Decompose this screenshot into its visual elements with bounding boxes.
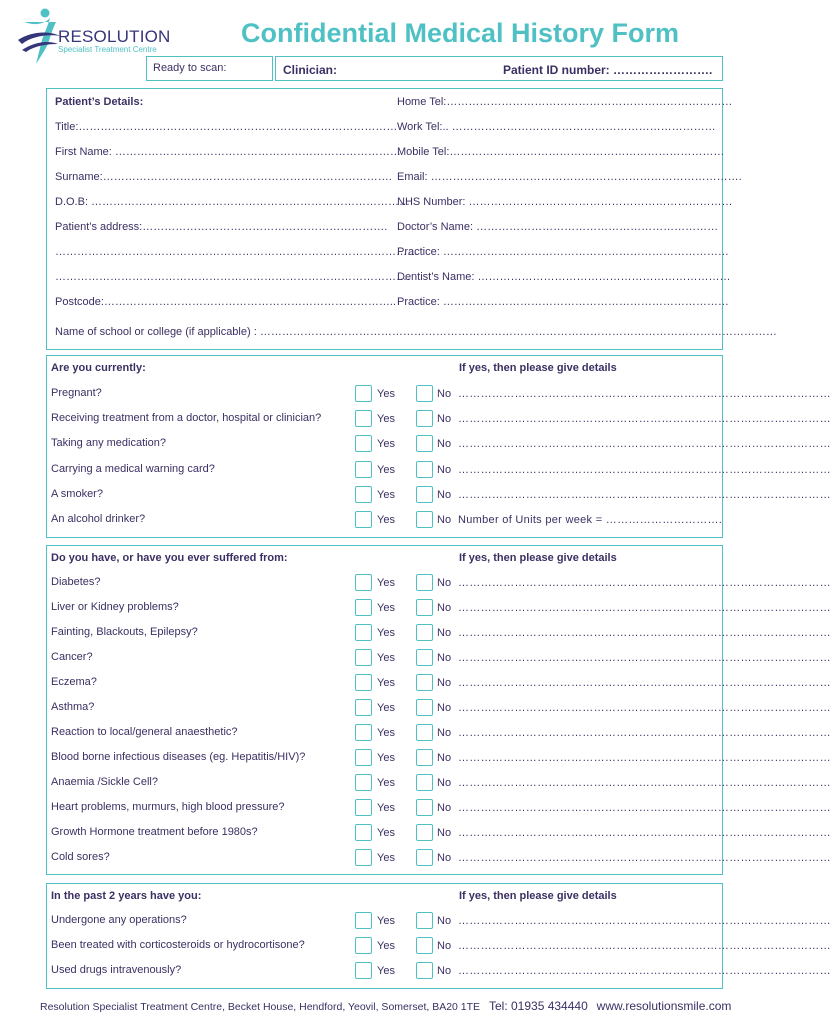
question-label: Eczema? xyxy=(51,676,97,688)
yes-label: Yes xyxy=(377,577,395,589)
yes-checkbox[interactable] xyxy=(355,511,372,528)
question-label: Heart problems, murmurs, high blood pressure? xyxy=(51,801,285,813)
yes-checkbox[interactable] xyxy=(355,599,372,616)
yes-label: Yes xyxy=(377,652,395,664)
no-checkbox[interactable] xyxy=(416,799,433,816)
clinician-box xyxy=(275,56,723,81)
patient-details-heading: Patient’s Details: xyxy=(55,96,144,108)
yes-checkbox[interactable] xyxy=(355,649,372,666)
no-label: No xyxy=(437,802,452,814)
section-heading: Are you currently: xyxy=(51,362,146,374)
page-title: Confidential Medical History Form xyxy=(241,18,680,48)
no-checkbox[interactable] xyxy=(416,435,433,452)
no-checkbox[interactable] xyxy=(416,912,433,929)
no-label: No xyxy=(437,852,452,864)
details-field[interactable]: ……………………………………………………………………………………… xyxy=(458,464,831,476)
question-label: Receiving treatment from a doctor, hospital or clinician? xyxy=(51,412,322,424)
details-field[interactable]: ……………………………………………………………………………………… xyxy=(458,577,831,589)
question-label: Used drugs intravenously? xyxy=(51,964,182,976)
yes-checkbox[interactable] xyxy=(355,410,372,427)
no-label: No xyxy=(437,627,452,639)
section-heading: In the past 2 years have you: xyxy=(51,890,202,902)
no-checkbox[interactable] xyxy=(416,599,433,616)
yes-checkbox[interactable] xyxy=(355,962,372,979)
footer-website: www.resolutionsmile.com xyxy=(596,999,732,1013)
details-field[interactable]: ……………………………………………………………………………………… xyxy=(458,852,831,864)
no-label: No xyxy=(437,489,452,501)
details-field[interactable]: ……………………………………………………………………………………… xyxy=(458,702,831,714)
no-label: No xyxy=(437,602,452,614)
no-label: No xyxy=(437,388,452,400)
yes-checkbox[interactable] xyxy=(355,749,372,766)
yes-checkbox[interactable] xyxy=(355,824,372,841)
question-label: Been treated with corticosteroids or hydrocortisone? xyxy=(51,939,305,951)
yes-checkbox[interactable] xyxy=(355,624,372,641)
details-field[interactable]: ……………………………………………………………………………………… xyxy=(458,940,831,952)
details-field-right[interactable]: Doctor’s Name: ………………………………………………………… xyxy=(397,221,719,233)
details-field[interactable]: ……………………………………………………………………………………… xyxy=(458,965,831,977)
yes-label: Yes xyxy=(377,777,395,789)
details-field-left[interactable]: First Name: …………………………………………………………………… xyxy=(55,146,401,158)
details-field-right[interactable]: Practice: …………………………………………………………………… xyxy=(397,296,729,308)
details-field[interactable]: ……………………………………………………………………………………… xyxy=(458,652,831,664)
yes-label: Yes xyxy=(377,514,395,526)
yes-label: Yes xyxy=(377,438,395,450)
logo-subtitle: Specialist Treatment Centre xyxy=(58,45,157,54)
section-heading: Do you have, or have you ever suffered from: xyxy=(51,552,288,564)
no-label: No xyxy=(437,777,452,789)
details-field-right[interactable]: Dentist’s Name: …………………………………………………………… xyxy=(397,271,731,283)
no-checkbox[interactable] xyxy=(416,511,433,528)
question-label: An alcohol drinker? xyxy=(51,513,146,525)
no-checkbox[interactable] xyxy=(416,649,433,666)
question-label: Undergone any operations? xyxy=(51,914,187,926)
no-checkbox[interactable] xyxy=(416,724,433,741)
no-label: No xyxy=(437,413,452,425)
yes-label: Yes xyxy=(377,489,395,501)
yes-label: Yes xyxy=(377,464,395,476)
yes-label: Yes xyxy=(377,602,395,614)
question-label: Diabetes? xyxy=(51,576,101,588)
no-label: No xyxy=(437,940,452,952)
details-field[interactable]: ……………………………………………………………………………………… xyxy=(458,727,831,739)
no-checkbox[interactable] xyxy=(416,624,433,641)
no-checkbox[interactable] xyxy=(416,674,433,691)
question-label: Asthma? xyxy=(51,701,95,713)
details-field[interactable]: ……………………………………………………………………………………… xyxy=(458,489,831,501)
footer-address: Resolution Specialist Treatment Centre, Becket House, Hendford, Yeovil, Somerset, BA20 1TE xyxy=(40,1001,481,1013)
no-checkbox[interactable] xyxy=(416,385,433,402)
details-field[interactable]: ……………………………………………………………………………………… xyxy=(458,677,831,689)
no-label: No xyxy=(437,652,452,664)
details-field-right[interactable]: NHS Number: ……………………………………………………………… xyxy=(397,196,733,208)
no-label: No xyxy=(437,965,452,977)
no-label: No xyxy=(437,915,452,927)
yes-label: Yes xyxy=(377,702,395,714)
logo-name: RESOLUTION xyxy=(58,27,171,46)
question-label: A smoker? xyxy=(51,488,103,500)
question-section xyxy=(46,355,831,538)
yes-checkbox[interactable] xyxy=(355,849,372,866)
patient-details-section xyxy=(46,88,777,350)
details-field[interactable]: ……………………………………………………………………………………… xyxy=(458,388,831,400)
no-label: No xyxy=(437,827,452,839)
details-field[interactable]: ……………………………………………………………………………………… xyxy=(458,915,831,927)
question-label: Liver or Kidney problems? xyxy=(51,601,179,613)
details-heading: If yes, then please give details xyxy=(459,362,617,374)
no-checkbox[interactable] xyxy=(416,749,433,766)
details-field[interactable]: ……………………………………………………………………………………… xyxy=(458,802,831,814)
details-field[interactable]: ……………………………………………………………………………………… xyxy=(458,627,831,639)
no-checkbox[interactable] xyxy=(416,937,433,954)
details-field-left[interactable]: ……………………………………………………………………………………… xyxy=(55,246,418,258)
yes-label: Yes xyxy=(377,940,395,952)
question-label: Blood borne infectious diseases (eg. Hepatitis/HIV)? xyxy=(51,751,306,763)
yes-label: Yes xyxy=(377,965,395,977)
yes-label: Yes xyxy=(377,388,395,400)
question-label: Pregnant? xyxy=(51,387,102,399)
yes-checkbox[interactable] xyxy=(355,912,372,929)
question-section xyxy=(46,883,831,989)
yes-checkbox[interactable] xyxy=(355,724,372,741)
yes-label: Yes xyxy=(377,727,395,739)
yes-label: Yes xyxy=(377,915,395,927)
question-label: Reaction to local/general anaesthetic? xyxy=(51,726,238,738)
yes-checkbox[interactable] xyxy=(355,435,372,452)
details-heading: If yes, then please give details xyxy=(459,552,617,564)
yes-checkbox[interactable] xyxy=(355,937,372,954)
details-field[interactable]: ……………………………………………………………………………………… xyxy=(458,752,831,764)
no-label: No xyxy=(437,702,452,714)
clinician-label: Clinician: xyxy=(283,63,338,77)
no-label: No xyxy=(437,464,452,476)
yes-label: Yes xyxy=(377,827,395,839)
units-per-week-field[interactable]: Number of Units per week = …………………………. xyxy=(458,514,723,526)
no-label: No xyxy=(437,514,452,526)
no-checkbox[interactable] xyxy=(416,410,433,427)
yes-checkbox[interactable] xyxy=(355,385,372,402)
yes-label: Yes xyxy=(377,852,395,864)
no-label: No xyxy=(437,752,452,764)
yes-label: Yes xyxy=(377,413,395,425)
question-label: Growth Hormone treatment before 1980s? xyxy=(51,826,258,838)
details-field[interactable]: ……………………………………………………………………………………… xyxy=(458,602,831,614)
question-label: Carrying a medical warning card? xyxy=(51,463,215,475)
no-label: No xyxy=(437,727,452,739)
school-field[interactable]: Name of school or college (if applicable) : …………………………………………………………………………………………………………………………… xyxy=(55,326,777,338)
details-field-right[interactable]: Work Tel:.. ……………………………………………………………… xyxy=(397,121,716,133)
no-checkbox[interactable] xyxy=(416,774,433,791)
question-label: Fainting, Blackouts, Epilepsy? xyxy=(51,626,198,638)
question-label: Taking any medication? xyxy=(51,437,166,449)
details-field[interactable]: ……………………………………………………………………………………… xyxy=(458,438,831,450)
patient-id-label: Patient ID number: ……………………. xyxy=(503,63,713,77)
no-label: No xyxy=(437,577,452,589)
yes-checkbox[interactable] xyxy=(355,574,372,591)
question-label: Anaemia /Sickle Cell? xyxy=(51,776,158,788)
details-field-left[interactable]: Patient’s address:…………………………………………………………. xyxy=(55,221,388,233)
yes-checkbox[interactable] xyxy=(355,486,372,503)
yes-label: Yes xyxy=(377,677,395,689)
details-field[interactable]: ……………………………………………………………………………………… xyxy=(458,777,831,789)
details-field-left[interactable]: Title:…………………………………………………………………………… xyxy=(55,121,398,133)
details-heading: If yes, then please give details xyxy=(459,890,617,902)
no-checkbox[interactable] xyxy=(416,962,433,979)
yes-checkbox[interactable] xyxy=(355,674,372,691)
yes-label: Yes xyxy=(377,802,395,814)
footer-tel: Tel: 01935 434440 xyxy=(488,999,588,1013)
footer xyxy=(40,999,731,1013)
details-field-right[interactable]: Mobile Tel:………………………………………………………………… xyxy=(397,146,725,158)
no-checkbox[interactable] xyxy=(416,461,433,478)
details-field-right[interactable]: Email: …………………………………………………………………………. xyxy=(397,171,742,183)
yes-checkbox[interactable] xyxy=(355,774,372,791)
no-checkbox[interactable] xyxy=(416,699,433,716)
no-label: No xyxy=(437,677,452,689)
ready-to-scan-label: Ready to scan: xyxy=(153,62,227,74)
details-field[interactable]: ……………………………………………………………………………………… xyxy=(458,827,831,839)
no-checkbox[interactable] xyxy=(416,486,433,503)
no-checkbox[interactable] xyxy=(416,824,433,841)
ready-to-scan-box xyxy=(146,56,273,81)
question-label: Cancer? xyxy=(51,651,93,663)
details-field[interactable]: ……………………………………………………………………………………… xyxy=(458,413,831,425)
details-field-left[interactable]: ……………………………………………………………………………………. xyxy=(55,271,411,283)
yes-checkbox[interactable] xyxy=(355,799,372,816)
question-section xyxy=(46,545,831,875)
details-field-left[interactable]: Surname:……………………………………………………………………. xyxy=(55,171,392,183)
yes-checkbox[interactable] xyxy=(355,461,372,478)
no-label: No xyxy=(437,438,452,450)
yes-label: Yes xyxy=(377,752,395,764)
no-checkbox[interactable] xyxy=(416,849,433,866)
question-label: Cold sores? xyxy=(51,851,110,863)
details-field-left[interactable]: D.O.B: …………………………………………………………………………… xyxy=(55,196,411,208)
no-checkbox[interactable] xyxy=(416,574,433,591)
details-field-left[interactable]: Postcode:…………………………………………………………………….. xyxy=(55,296,397,308)
details-field-right[interactable]: Home Tel:…………………………………………………………………… xyxy=(397,96,733,108)
yes-label: Yes xyxy=(377,627,395,639)
yes-checkbox[interactable] xyxy=(355,699,372,716)
details-field-right[interactable]: Practice: …………………………………………………………………… xyxy=(397,246,729,258)
